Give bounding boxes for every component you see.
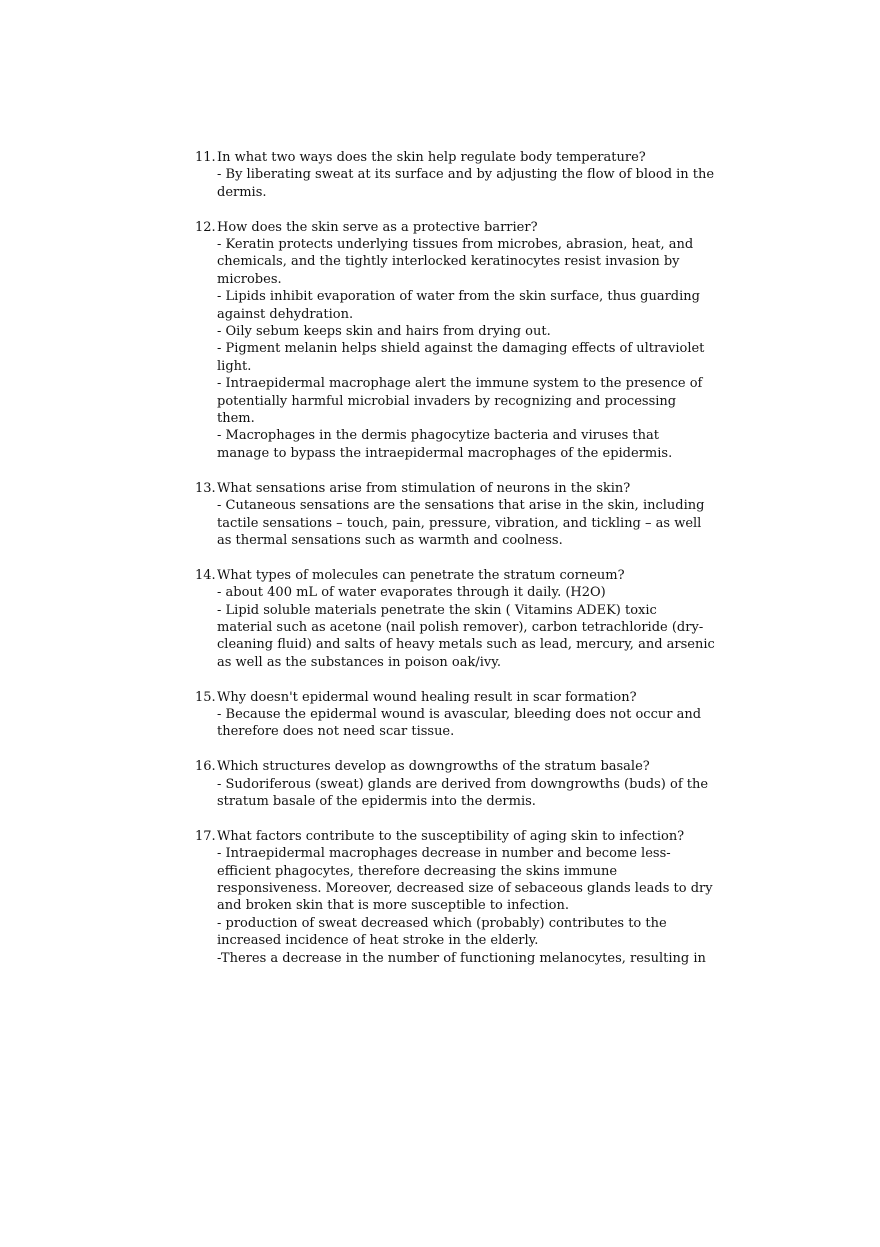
- question-line: [195, 149, 715, 166]
- question-number: 16.: [195, 759, 216, 775]
- answer-text: - Cutaneous sensations are the sensations that arise in the skin, including tactile sensations – touch, pain, pressure, vibration, and tickling – as well as thermal sensations such as warmth and coolness.: [217, 498, 705, 548]
- question-text: What types of molecules can penetrate the stratum corneum?: [217, 567, 625, 583]
- question-item: [195, 219, 715, 463]
- answer-text: - Macrophages in the dermis phagocytize bacteria and viruses that manage to bypass the intraepidermal macrophages of the epidermis.: [217, 428, 673, 461]
- answer-text: - production of sweat decreased which (probably) contributes to the increased incidence of heat stroke in the elderly.: [217, 915, 667, 949]
- answer-text: - Lipid soluble materials penetrate the skin ( Vitamins ADEK) toxic material such as acetone (nail polish remover), carbon tetrachloride (dry-cleaning fluid) and salts of heavy metals such as lead, mercury, and arsenic as well as the substances in poison oak/ivy.: [217, 602, 715, 670]
- question-text: What sensations arise from stimulation of neurons in the skin?: [217, 480, 631, 496]
- answer-text: - Lipids inhibit evaporation of water from the skin surface, thus guarding against dehydration.: [217, 289, 700, 322]
- answer-list: [195, 236, 715, 462]
- answer-text: - Intraepidermal macrophage alert the immune system to the presence of potentially harmful microbial invaders by recognizing and processing them.: [217, 376, 703, 427]
- question-line: [195, 758, 715, 775]
- question-text: Which structures develop as downgrowths of the stratum basale?: [217, 759, 650, 775]
- question-text: What factors contribute to the susceptibility of aging skin to infection?: [217, 828, 685, 844]
- question-line: [195, 480, 715, 497]
- answer-list: [195, 845, 715, 967]
- question-line: [195, 689, 715, 706]
- question-number: 17.: [195, 828, 216, 844]
- answer-text: - Keratin protects underlying tissues from microbes, abrasion, heat, and chemicals, and the tightly interlocked keratinocytes resist invasion by microbes.: [217, 237, 694, 287]
- question-number: 12.: [195, 219, 216, 235]
- answer-text: - about 400 mL of water evaporates through it daily. (H2O): [217, 585, 606, 601]
- question-number: 13.: [195, 480, 216, 496]
- question-text: In what two ways does the skin help regulate body temperature?: [217, 150, 646, 165]
- question-text: Why doesn't epidermal wound healing result in scar formation?: [217, 689, 637, 705]
- question-text: How does the skin serve as a protective barrier?: [217, 219, 538, 235]
- answer-list: [195, 584, 715, 671]
- answer-text: - By liberating sweat at its surface and by adjusting the flow of blood in the dermis.: [217, 167, 715, 200]
- answer-text: - Oily sebum keeps skin and hairs from drying out.: [217, 324, 551, 340]
- answer-text: - Intraepidermal macrophages decrease in number and become less-efficient phagocytes, therefore decreasing the skins immune responsiveness. Moreover, decreased size of sebaceous glands leads to dry and broken skin that is more susceptible to infection.: [217, 846, 713, 914]
- question-item: [195, 689, 715, 741]
- question-item: [195, 758, 715, 810]
- question-number: 11.: [195, 150, 216, 165]
- answer-text: - Sudoriferous (sweat) glands are derived from downgrowths (buds) of the stratum basale of the epidermis into the dermis.: [217, 776, 709, 809]
- question-item: [195, 480, 715, 550]
- answer-text: -Theres a decrease in the number of functioning melanocytes, resulting in: [217, 950, 706, 966]
- answer-list: [195, 706, 715, 741]
- question-item: [195, 828, 715, 967]
- question-list: [195, 149, 715, 984]
- answer-text: - Pigment melanin helps shield against the damaging effects of ultraviolet light.: [217, 341, 705, 374]
- question-line: [195, 219, 715, 236]
- answer-list: [195, 497, 715, 549]
- question-line: [195, 828, 715, 845]
- question-line: [195, 567, 715, 584]
- answer-list: [195, 776, 715, 811]
- question-number: 15.: [195, 689, 216, 705]
- answer-list: [195, 166, 715, 201]
- question-item: [195, 149, 715, 201]
- question-number: 14.: [195, 567, 216, 583]
- question-item: [195, 567, 715, 671]
- answer-text: - Because the epidermal wound is avascular, bleeding does not occur and therefore does not need scar tissue.: [217, 706, 702, 740]
